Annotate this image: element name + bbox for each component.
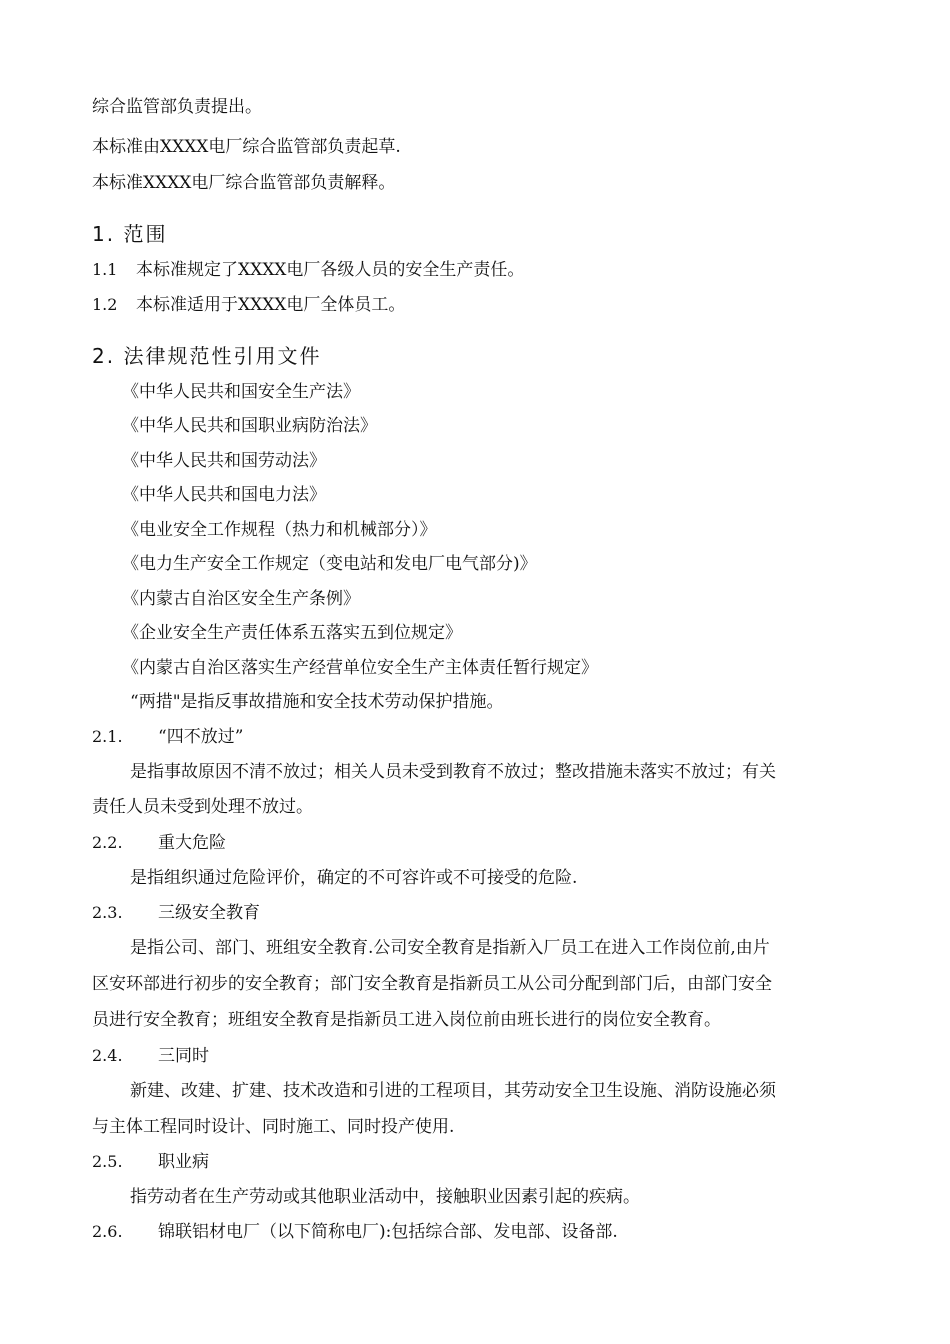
item-2-4-body: 新建、改建、扩建、技术改造和引进的工程项目，其劳动安全卫生设施、消防设施必须 bbox=[130, 1081, 776, 1101]
item-1-2-text: 本标准适用于XXXX电厂全体员工。 bbox=[136, 295, 406, 315]
item-1-2-number: 1.2 bbox=[92, 295, 118, 314]
item-1-1-text: 本标准规定了XXXX电厂各级人员的安全生产责任。 bbox=[136, 260, 525, 280]
intro-line-3: 本标准XXXX电厂综合监管部负责解释。 bbox=[92, 173, 396, 193]
section-2-heading: 2. 法律规范性引用文件 bbox=[92, 344, 322, 368]
item-2-3-title: 三级安全教育 bbox=[158, 903, 260, 923]
item-2-3-number: 2.3. bbox=[92, 903, 123, 922]
reference-item: 《内蒙古自治区落实生产经营单位安全生产主体责任暂行规定》 bbox=[122, 658, 598, 678]
intro-line-2: 本标准由XXXX电厂综合监管部负责起草. bbox=[92, 137, 401, 157]
reference-item: 《中华人民共和国劳动法》 bbox=[122, 451, 326, 471]
item-1-1-number: 1.1 bbox=[92, 260, 118, 279]
intro-line-1: 综合监管部负责提出。 bbox=[92, 97, 262, 117]
item-2-4-number: 2.4. bbox=[92, 1046, 123, 1065]
item-2-1-title: “四不放过” bbox=[158, 727, 244, 747]
item-2-3-body: 是指公司、部门、班组安全教育.公司安全教育是指新入厂员工在进入工作岗位前,由片 bbox=[130, 938, 770, 958]
item-2-2-number: 2.2. bbox=[92, 833, 123, 852]
item-2-4-body: 与主体工程同时设计、同时施工、同时投产使用. bbox=[92, 1117, 455, 1137]
reference-item: 《电业安全工作规程（热力和机械部分）》 bbox=[122, 520, 437, 540]
reference-item: 《电力生产安全工作规定（变电站和发电厂电气部分)》 bbox=[122, 554, 537, 574]
item-2-5-body: 指劳动者在生产劳动或其他职业活动中，接触职业因素引起的疾病。 bbox=[130, 1187, 640, 1207]
item-2-1-number: 2.1. bbox=[92, 727, 123, 746]
item-2-2-title: 重大危险 bbox=[158, 833, 226, 853]
item-2-2-body: 是指组织通过危险评价，确定的不可容许或不可接受的危险. bbox=[130, 868, 578, 888]
item-2-1-body: 责任人员未受到处理不放过。 bbox=[92, 797, 313, 817]
liangcuo-definition: “两措"是指反事故措施和安全技术劳动保护措施。 bbox=[130, 692, 504, 712]
item-2-5-number: 2.5. bbox=[92, 1152, 123, 1171]
reference-item: 《中华人民共和国电力法》 bbox=[122, 485, 326, 505]
item-2-3-body: 区安环部进行初步的安全教育；部门安全教育是指新员工从公司分配到部门后，由部门安全 bbox=[92, 974, 772, 994]
item-2-6-title: 锦联铝材电厂（以下简称电厂):包括综合部、发电部、设备部. bbox=[158, 1222, 618, 1242]
section-1-heading: 1. 范围 bbox=[92, 222, 168, 246]
item-2-1-body: 是指事故原因不清不放过；相关人员未受到教育不放过；整改措施未落实不放过；有关 bbox=[130, 762, 776, 782]
reference-item: 《中华人民共和国安全生产法》 bbox=[122, 382, 360, 402]
reference-item: 《内蒙古自治区安全生产条例》 bbox=[122, 589, 360, 609]
item-2-4-title: 三同时 bbox=[158, 1046, 209, 1066]
reference-item: 《中华人民共和国职业病防治法》 bbox=[122, 416, 377, 436]
item-2-3-body: 员进行安全教育；班组安全教育是指新员工进入岗位前由班长进行的岗位安全教育。 bbox=[92, 1010, 721, 1030]
item-2-6-number: 2.6. bbox=[92, 1222, 123, 1241]
item-2-5-title: 职业病 bbox=[158, 1152, 209, 1172]
reference-item: 《企业安全生产责任体系五落实五到位规定》 bbox=[122, 623, 462, 643]
